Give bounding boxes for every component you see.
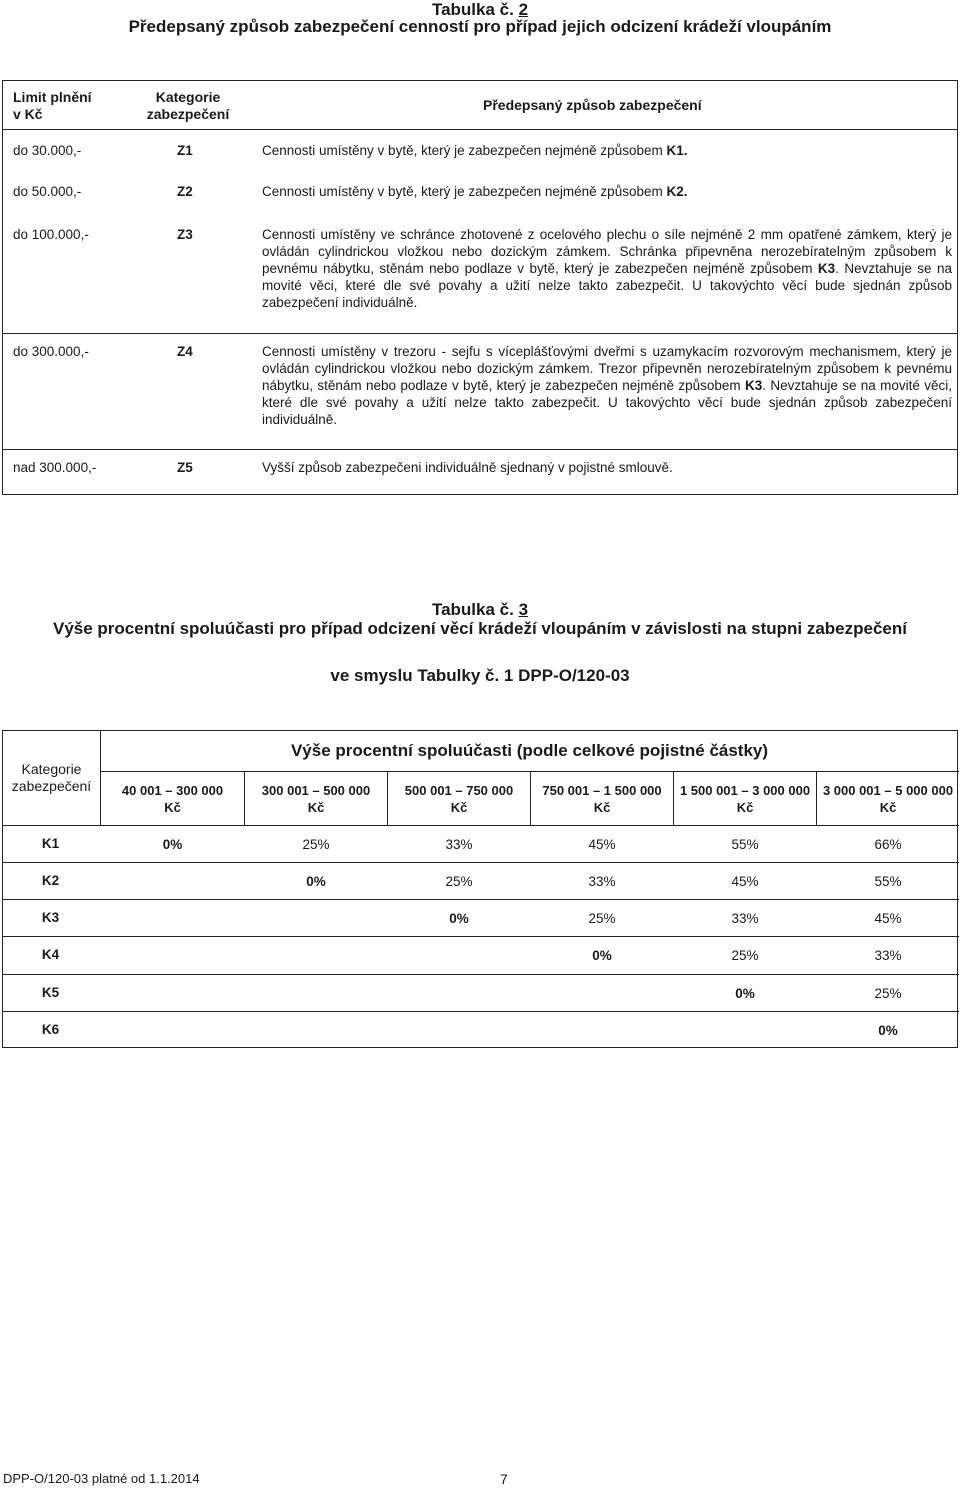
grid-line — [3, 899, 959, 900]
column-header: 1 500 001 – 3 000 000 Kč — [679, 783, 811, 815]
grid-line — [3, 1011, 959, 1012]
table-cell: 25% — [302, 837, 330, 852]
row-description: Cennosti umístěny v trezoru - sejfu s víceplášťovými dveřmi s uzamykacím rozvorovým mechanismem, který je ovládán cylindrickou vložkou nebo dozickým zámkem. Trezor připevněn nerozebíratelným způsobem k pevnému nábytku, stěnám nebo podlaze v bytě, který je zabezpečen nejméně způsobem K3. Nevztahuje se na movité věci, které dle své povahy a užití nelze takto zabezpečit. U takovýchto věcí bude sjednán způsob zabezpečení individuálně. — [262, 344, 952, 427]
row-description: Vyšší způsob zabezpečeni individuálně sjednaný v pojistné smlouvě. — [262, 460, 673, 475]
row-category: Z5 — [177, 460, 193, 475]
table-cell: 25% — [445, 874, 473, 889]
deductible-table — [2, 730, 958, 1048]
table-cell: 0% — [735, 986, 755, 1001]
row-limit: do 100.000,- — [13, 227, 89, 242]
table-cell: 25% — [588, 911, 616, 926]
table-cell: 66% — [874, 837, 902, 852]
row-category: Z1 — [177, 143, 193, 158]
row-label: K2 — [41, 873, 60, 888]
grid-line — [3, 974, 959, 975]
row-label: K4 — [41, 947, 60, 962]
row-label: K1 — [41, 836, 60, 851]
table-cell: 25% — [731, 948, 759, 963]
table-cell: 45% — [588, 837, 616, 852]
table-cell: 0% — [306, 874, 326, 889]
row-description: Cennosti umístěny v bytě, který je zabezpečen nejméně způsobem K2. — [262, 184, 688, 199]
table-cell: 55% — [874, 874, 902, 889]
header-category: Kategorie zabezpečení — [146, 89, 230, 122]
table2-header — [3, 81, 957, 130]
table-cell: 0% — [449, 911, 469, 926]
table-cell: 45% — [731, 874, 759, 889]
table-row — [3, 343, 957, 450]
table-cell: 25% — [874, 986, 902, 1001]
grid-line — [3, 936, 959, 937]
header-method: Předepsaný způsob zabezpečení — [483, 97, 702, 113]
table-cell: 33% — [445, 837, 473, 852]
table-row — [3, 226, 957, 334]
footer-document-id: DPP-O/120-03 platné od 1.1.2014 — [3, 1471, 200, 1486]
table2-subtitle: Předepsaný způsob zabezpečení cenností pro případ jejich odcizení krádeží vloupáním — [128, 17, 832, 36]
table2-caption: Tabulka č. 2 — [431, 0, 529, 19]
security-methods-table — [2, 80, 958, 495]
row-category: Z4 — [177, 344, 193, 359]
table-cell: 33% — [731, 911, 759, 926]
table3-subtitle-reference: ve smyslu Tabulky č. 1 DPP-O/120-03 — [330, 666, 630, 685]
row-limit: do 50.000,- — [13, 184, 82, 199]
column-header: 40 001 – 300 000 Kč — [121, 783, 224, 815]
header-category: Kategorie zabezpečení — [11, 761, 92, 794]
row-category: Z2 — [177, 184, 193, 199]
row-limit: nad 300.000,- — [13, 460, 97, 475]
table-cell: 0% — [878, 1023, 898, 1038]
table-cell: 45% — [874, 911, 902, 926]
row-label: K3 — [41, 910, 60, 925]
row-description: Cennosti umístěny v bytě, který je zabezpečen nejméně způsobem K1. — [262, 143, 688, 158]
column-header: 300 001 – 500 000 Kč — [261, 783, 371, 815]
table-cell: 55% — [731, 837, 759, 852]
table3-subtitle: Výše procentní spoluúčasti pro případ odcizení věcí krádeží vloupáním v závislosti na stupni zabezpečení — [52, 619, 907, 638]
table-cell: 33% — [874, 948, 902, 963]
table-cell: 33% — [588, 874, 616, 889]
row-category: Z3 — [177, 227, 193, 242]
table-cell: 0% — [162, 837, 183, 852]
page-number: 7 — [500, 1471, 508, 1487]
column-header: 500 001 – 750 000 Kč — [404, 783, 514, 815]
column-header: 3 000 001 – 5 000 000 Kč — [822, 783, 954, 815]
grid-line — [3, 862, 959, 863]
row-label: K6 — [41, 1022, 60, 1037]
row-limit: do 300.000,- — [13, 344, 89, 359]
grid-line — [3, 825, 959, 826]
table3-caption: Tabulka č. 3 — [431, 600, 529, 619]
column-header: 750 001 – 1 500 000 Kč — [542, 783, 662, 815]
row-description: Cennosti umístěny ve schránce zhotovené z ocelového plechu o síle nejméně 2 mm opatřené zámkem, který je ovládán cylindrickou vložkou nebo dozickým zámkem. Schránka připevněna nerozebíratelným způsobem k pevnému nábytku, stěnám nebo podlaze v bytě, který je zabezpečen nejméně způsobem K3. Nevztahuje se na movité věci, které dle své povahy a užití nelze takto zabezpečit. U takovýchto věcí bude sjednán způsob zabezpečení individuálně. — [262, 227, 952, 310]
table-cell: 0% — [592, 948, 612, 963]
header-group: Výše procentní spoluúčasti (podle celkové pojistné částky) — [290, 741, 769, 760]
row-label: K5 — [41, 985, 60, 1000]
row-limit: do 30.000,- — [13, 143, 82, 158]
header-limit: Limit plnění v Kč — [13, 89, 92, 122]
